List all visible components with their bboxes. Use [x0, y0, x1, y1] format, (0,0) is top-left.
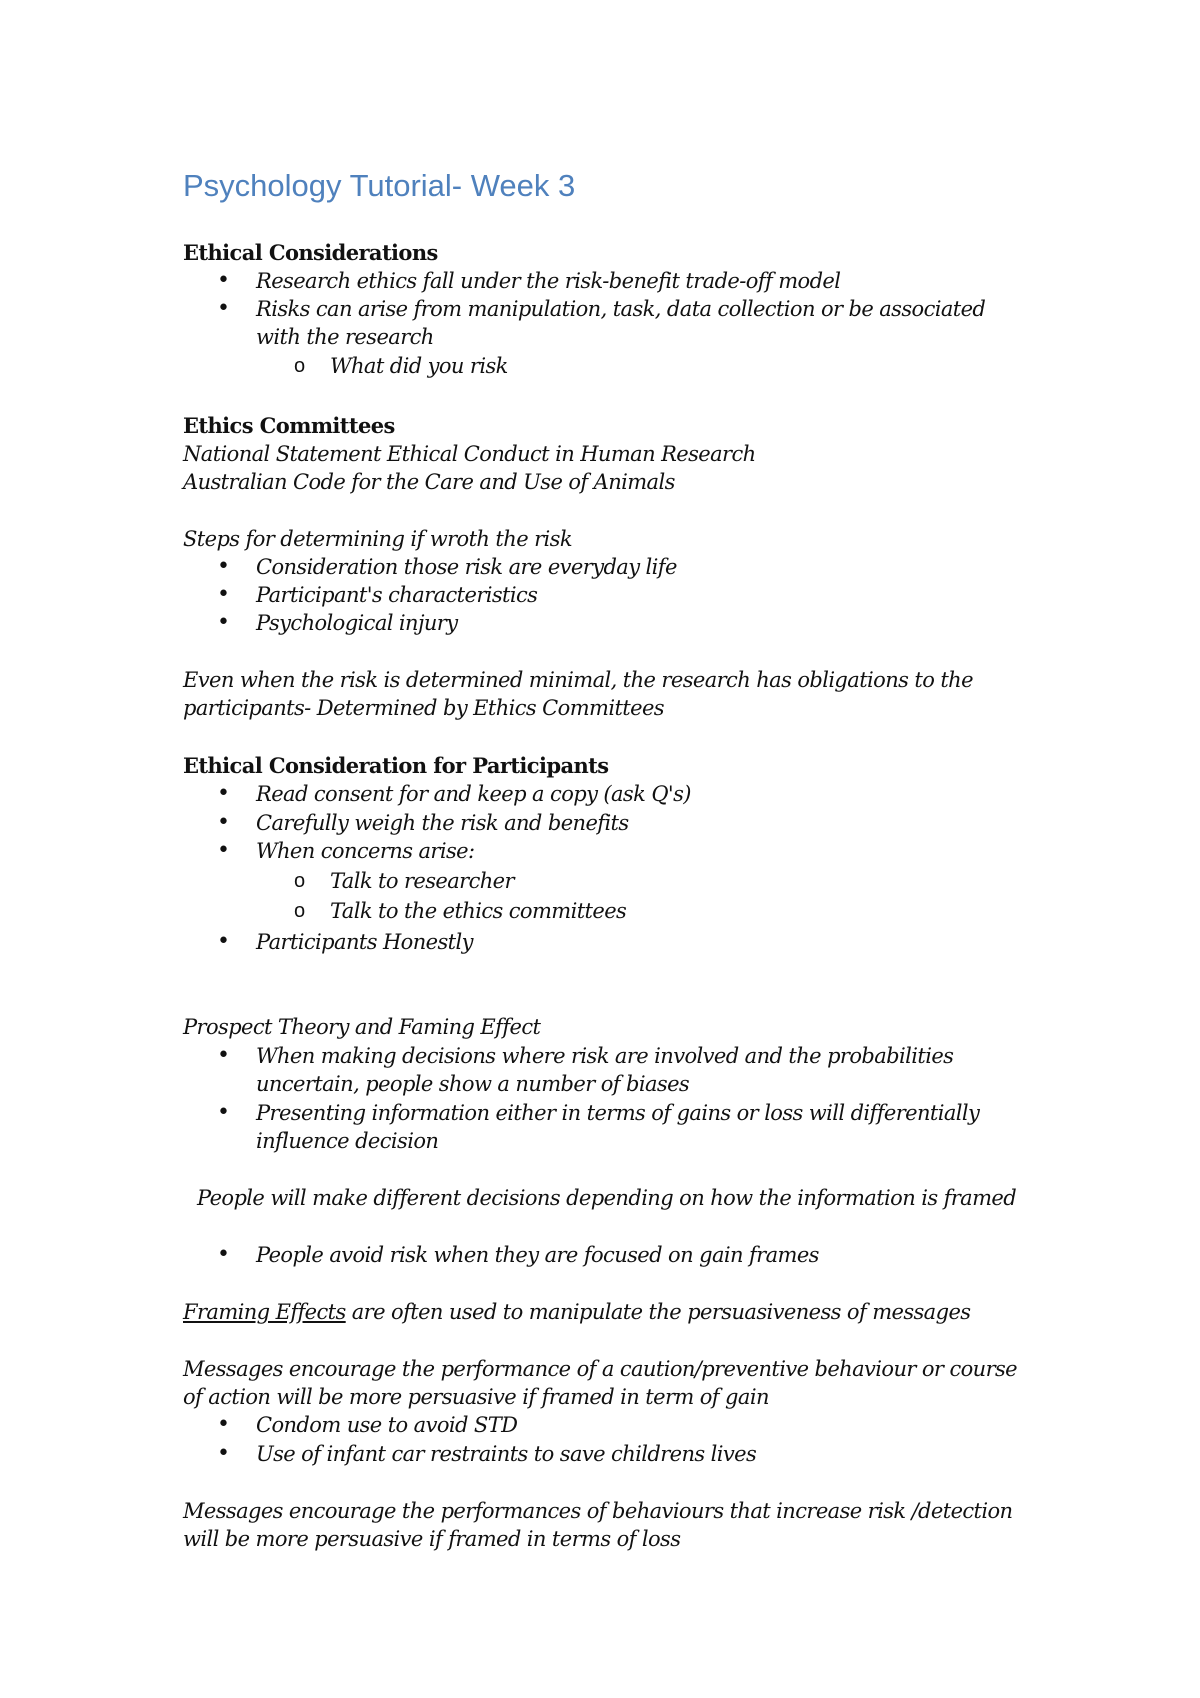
framing-effects-term: Framing Effects — [183, 1300, 346, 1324]
list-item: Carefully weigh the risk and benefits — [256, 811, 629, 835]
sub-list-item: What did you risk — [330, 354, 508, 378]
bullet: • — [217, 1441, 230, 1466]
sub-list-item: Talk to the ethics committees — [330, 899, 627, 923]
text-line: Australian Code for the Care and Use of Animals — [183, 470, 675, 494]
framing-effects-line — [183, 1298, 970, 1326]
list-item: Use of infant car restraints to save childrens lives — [256, 1442, 757, 1466]
bullet: • — [217, 1043, 230, 1068]
list-item: Research ethics fall under the risk-benefit trade-off model — [256, 269, 841, 293]
list-item: Participant's characteristics — [256, 583, 538, 607]
steps-label: Steps for determining if wroth the risk — [183, 527, 572, 551]
list-item: Condom use to avoid STD — [256, 1413, 518, 1437]
heading-ethics-committees: Ethics Committees — [183, 413, 395, 438]
list-item: Risks can arise from manipulation, task, data collection or be associated — [256, 297, 986, 321]
framing-effects-rest: are often used to manipulate the persuasiveness of messages — [345, 1300, 971, 1324]
bullet: • — [217, 582, 230, 607]
list-item: Read consent for and keep a copy (ask Q's) — [256, 782, 691, 806]
bullet: • — [217, 838, 230, 863]
page-title: Psychology Tutorial- Week 3 — [183, 168, 576, 203]
paragraph-line: Messages encourage the performance of a caution/preventive behaviour or course — [183, 1357, 1018, 1381]
list-item-continued: influence decision — [256, 1129, 439, 1153]
list-item: Psychological injury — [256, 611, 458, 635]
paragraph-line: Messages encourage the performances of behaviours that increase risk /detection — [183, 1499, 1013, 1523]
list-item-continued: with the research — [256, 325, 434, 349]
heading-prospect-theory: Prospect Theory and Faming Effect — [183, 1015, 541, 1039]
list-item: Presenting information either in terms of gains or loss will differentially — [256, 1101, 980, 1125]
heading-ethical-considerations: Ethical Considerations — [183, 240, 438, 265]
list-item: Participants Honestly — [256, 930, 473, 954]
sub-bullet: o — [294, 900, 306, 922]
bullet: • — [217, 810, 230, 835]
list-item: When concerns arise: — [256, 839, 475, 863]
bullet: • — [217, 1412, 230, 1437]
centered-statement: People will make different decisions depending on how the information is framed — [197, 1186, 1017, 1210]
sub-list-item: Talk to researcher — [330, 869, 514, 893]
paragraph-line: will be more persuasive if framed in terms of loss — [183, 1527, 681, 1551]
text-line: National Statement Ethical Conduct in Human Research — [183, 442, 756, 466]
list-item: Consideration those risk are everyday life — [256, 555, 677, 579]
paragraph-line: of action will be more persuasive if framed in term of gain — [183, 1385, 769, 1409]
sub-bullet: o — [294, 355, 306, 377]
sub-bullet: o — [294, 870, 306, 892]
bullet: • — [217, 781, 230, 806]
bullet: • — [217, 929, 230, 954]
list-item-continued: uncertain, people show a number of biases — [256, 1072, 690, 1096]
heading-ethical-consideration-participants: Ethical Consideration for Participants — [183, 753, 609, 778]
bullet: • — [217, 1100, 230, 1125]
bullet: • — [217, 268, 230, 293]
bullet: • — [217, 554, 230, 579]
paragraph-line: participants- Determined by Ethics Committees — [183, 696, 664, 720]
bullet: • — [217, 1242, 230, 1267]
list-item: People avoid risk when they are focused on gain frames — [256, 1243, 819, 1267]
bullet: • — [217, 610, 230, 635]
paragraph-line: Even when the risk is determined minimal, the research has obligations to the — [183, 668, 973, 692]
bullet: • — [217, 296, 230, 321]
list-item: When making decisions where risk are involved and the probabilities — [256, 1044, 954, 1068]
